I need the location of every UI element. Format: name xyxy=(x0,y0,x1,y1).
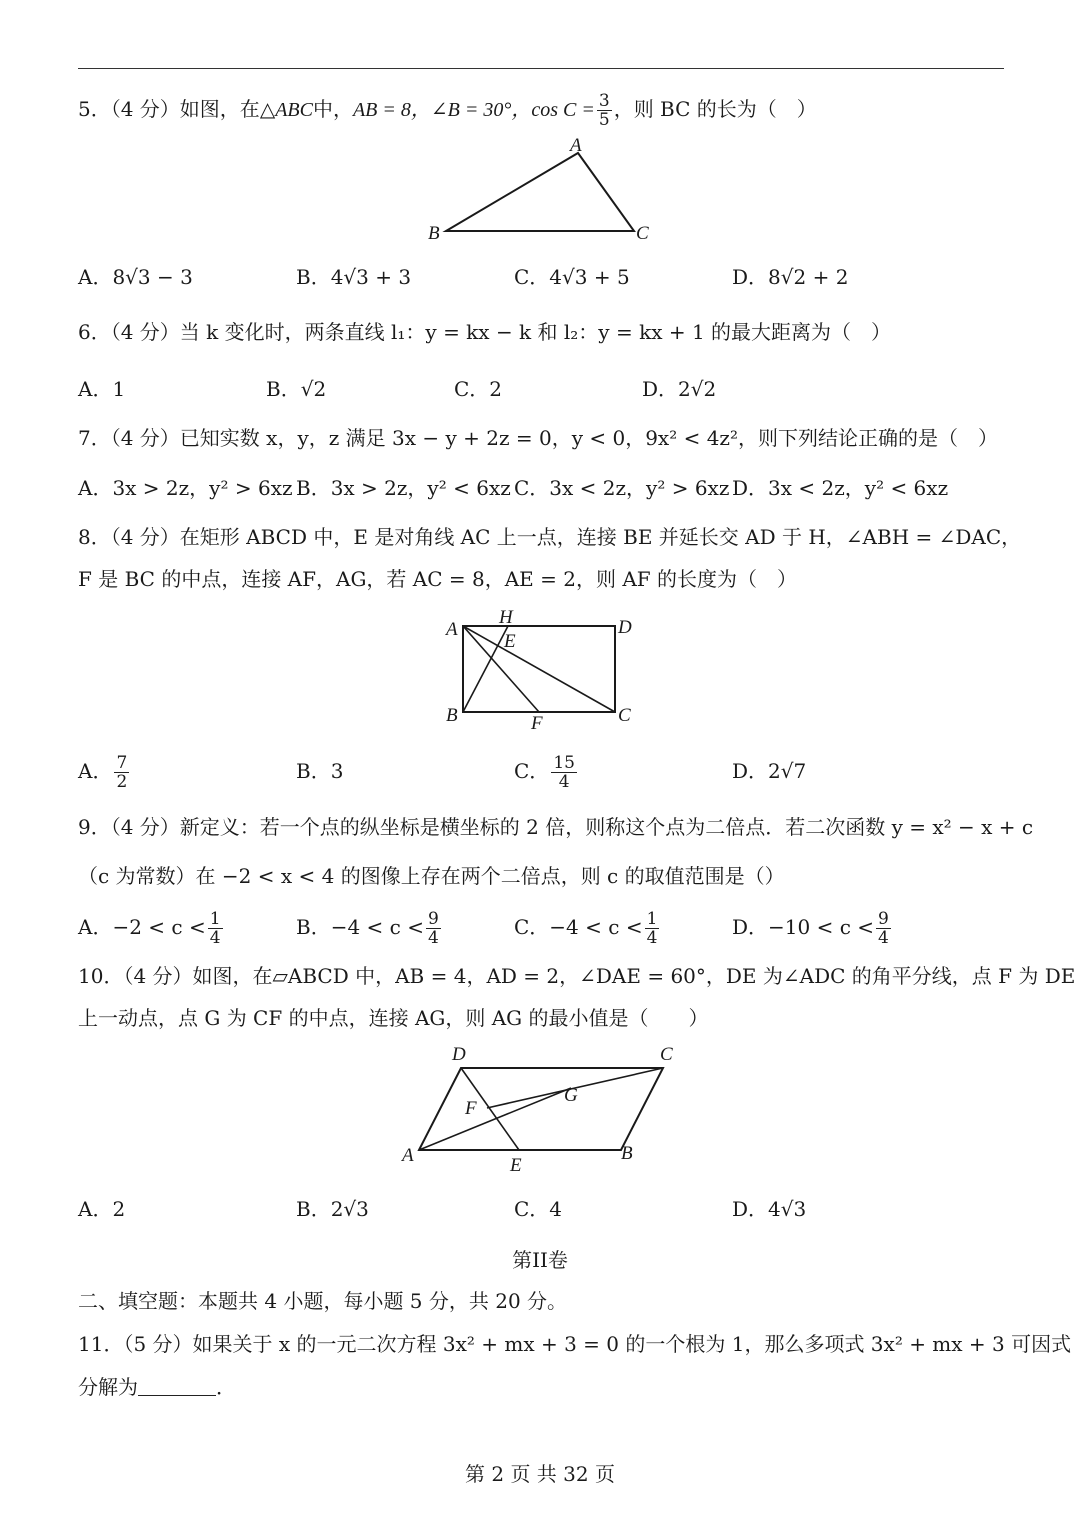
header-rule xyxy=(78,68,1004,69)
q6-option-b[interactable]: B．√2 xyxy=(266,377,327,401)
q9-option-c[interactable] xyxy=(514,910,661,947)
q10-label-d: D xyxy=(452,1044,466,1065)
q9-option-c-frac xyxy=(645,910,660,947)
q9-option-d-den: 4 xyxy=(878,928,889,948)
q8-option-a-frac xyxy=(114,754,129,791)
q6-stem: 6．（4 分）当 k 变化时，两条直线 l₁：y = kx − k 和 l₂：y = kx + 1 的最大距离为（ ） xyxy=(78,320,892,344)
q10-option-a[interactable]: A．2 xyxy=(78,1197,126,1221)
q5-label-b: B xyxy=(428,223,440,244)
q11-stem-suffix: ． xyxy=(216,1375,236,1399)
q7-option-b[interactable]: B．3x > 2z，y² < 6xz xyxy=(296,476,511,500)
q7-option-c[interactable]: C．3x < 2z，y² > 6xz xyxy=(514,476,730,500)
q5-option-d[interactable]: D．8√2 + 2 xyxy=(732,265,849,289)
q10-label-a: A xyxy=(402,1145,414,1166)
q11-answer-blank[interactable] xyxy=(138,1375,216,1396)
q5-stem-triangle: △ABC xyxy=(259,99,313,121)
q8-stem-line1: 8．（4 分）在矩形 ABCD 中，E 是对角线 AC 上一点，连接 BE 并延长交 AD 于 H，∠ABH = ∠DAC， xyxy=(78,525,1022,549)
q5-frac-num: 3 xyxy=(598,91,610,111)
q8-label-a: A xyxy=(446,619,458,640)
q8-option-c-num: 15 xyxy=(553,753,575,773)
q6-option-d[interactable]: D．2√2 xyxy=(642,377,717,401)
q9-stem-line1: 9．（4 分）新定义：若一个点的纵坐标是横坐标的 2 倍，则称这个点为二倍点．若二次函数 y = x² − x + c xyxy=(78,815,1034,839)
q10-option-c[interactable]: C．4 xyxy=(514,1197,563,1221)
q9-option-d-frac xyxy=(876,910,891,947)
q9-option-c-den: 4 xyxy=(646,928,658,948)
q8-option-d[interactable]: D．2√7 xyxy=(732,759,807,783)
q8-option-a-prefix: A． xyxy=(78,759,113,783)
q10-label-c: C xyxy=(660,1044,673,1065)
q9-option-d-num: 9 xyxy=(878,909,889,929)
q8-option-c-den: 4 xyxy=(558,772,570,792)
q9-option-d-prefix: D．−10 < c < xyxy=(732,915,875,939)
q8-option-a-num: 7 xyxy=(116,753,128,773)
q8-label-b: B xyxy=(446,705,458,726)
q8-option-c-frac xyxy=(551,754,577,791)
q7-option-d[interactable]: D．3x < 2z，y² < 6xz xyxy=(732,476,949,500)
q5-frac-den: 5 xyxy=(598,110,610,130)
q5-frac xyxy=(597,92,612,129)
q9-stem-line2: （c 为常数）在 −2 < x < 4 的图像上存在两个二倍点，则 c 的取值范围是（） xyxy=(78,864,785,888)
q5-label-c: C xyxy=(636,223,649,244)
q10-option-b[interactable]: B．2√3 xyxy=(296,1197,369,1221)
section2-heading: 二、填空题：本题共 4 小题，每小题 5 分，共 20 分。 xyxy=(78,1289,568,1313)
q5-given: AB = 8，∠B = 30°，cos C = xyxy=(352,99,595,121)
q5-stem-mid: 中， xyxy=(312,97,353,121)
q9-option-a-num: 1 xyxy=(209,909,221,929)
q5-option-c[interactable]: C．4√3 + 5 xyxy=(514,265,630,289)
q9-option-b-frac xyxy=(426,910,441,947)
q5-triangle xyxy=(446,153,634,231)
part2-title: 第II卷 xyxy=(512,1248,568,1272)
q9-option-b[interactable] xyxy=(296,910,443,947)
q10-segment-ag xyxy=(419,1088,571,1150)
q8-label-d: D xyxy=(618,617,632,638)
q8-option-a-den: 2 xyxy=(116,772,128,792)
q9-option-b-prefix: B．−4 < c < xyxy=(296,915,424,939)
q9-option-a-den: 4 xyxy=(209,928,221,948)
q11-stem-line2 xyxy=(78,1373,236,1401)
q9-option-c-prefix: C．−4 < c < xyxy=(514,915,643,939)
q6-option-a[interactable]: A．1 xyxy=(78,377,126,401)
q8-option-c-prefix: C． xyxy=(514,759,550,783)
q7-stem: 7．（4 分）已知实数 x，y，z 满足 3x − y + 2z = 0，y < 0，9x² < 4z²，则下列结论正确的是（ ） xyxy=(78,426,998,450)
q10-parallelogram xyxy=(419,1068,663,1150)
q10-label-e: E xyxy=(510,1155,522,1176)
q9-option-d[interactable] xyxy=(732,910,893,947)
q8-label-c: C xyxy=(618,705,631,726)
q10-stem-line1: 10．（4 分）如图，在▱ABCD 中，AB = 4，AD = 2，∠DAE = 60°，DE 为∠ADC 的角平分线，点 F 为 DE xyxy=(78,964,1076,988)
q8-label-e: E xyxy=(504,631,516,652)
q10-label-f: F xyxy=(465,1098,477,1119)
q8-option-b[interactable]: B．3 xyxy=(296,759,344,783)
q10-label-g: G xyxy=(564,1085,578,1106)
q9-option-c-num: 1 xyxy=(646,909,658,929)
q5-label-a: A xyxy=(570,135,582,156)
q8-rectangle-figure xyxy=(440,604,640,734)
q5-option-b[interactable]: B．4√3 + 3 xyxy=(296,265,412,289)
q10-stem-line2: 上一动点，点 G 为 CF 的中点，连接 AG，则 AG 的最小值是（ ） xyxy=(78,1006,709,1030)
q9-option-a-prefix: A．−2 < c < xyxy=(78,915,206,939)
q7-option-a[interactable]: A．3x > 2z，y² > 6xz xyxy=(78,476,293,500)
q8-label-f: F xyxy=(531,713,543,734)
q5-stem-suffix: ，则 BC 的长为（ ） xyxy=(613,97,817,121)
q5-option-a[interactable]: A．8√3 − 3 xyxy=(78,265,193,289)
q5-stem-prefix: 5．（4 分）如图，在 xyxy=(78,97,260,121)
q10-label-b: B xyxy=(621,1143,633,1164)
page-footer: 第 2 页 共 32 页 xyxy=(465,1462,615,1486)
q5-triangle-figure xyxy=(420,135,670,250)
q8-label-h: H xyxy=(499,607,513,628)
q9-option-a-frac xyxy=(208,910,223,947)
q8-option-a[interactable] xyxy=(78,754,131,791)
q9-option-b-num: 9 xyxy=(427,909,439,929)
q8-stem-line2: F 是 BC 的中点，连接 AF，AG，若 AC = 8，AE = 2，则 AF 的长度为（ ） xyxy=(78,567,797,591)
q9-option-b-den: 4 xyxy=(427,928,439,948)
q11-stem-line1: 11．（5 分）如果关于 x 的一元二次方程 3x² + mx + 3 = 0 的一个根为 1，那么多项式 3x² + mx + 3 可因式 xyxy=(78,1332,1072,1356)
q11-stem-prefix: 分解为 xyxy=(78,1375,138,1399)
q8-option-c[interactable] xyxy=(514,754,579,791)
q5-stem xyxy=(78,92,817,129)
q9-option-a[interactable] xyxy=(78,910,225,947)
q10-option-d[interactable]: D．4√3 xyxy=(732,1197,807,1221)
q10-parallelogram-figure xyxy=(395,1040,695,1180)
q6-option-c[interactable]: C．2 xyxy=(454,377,503,401)
